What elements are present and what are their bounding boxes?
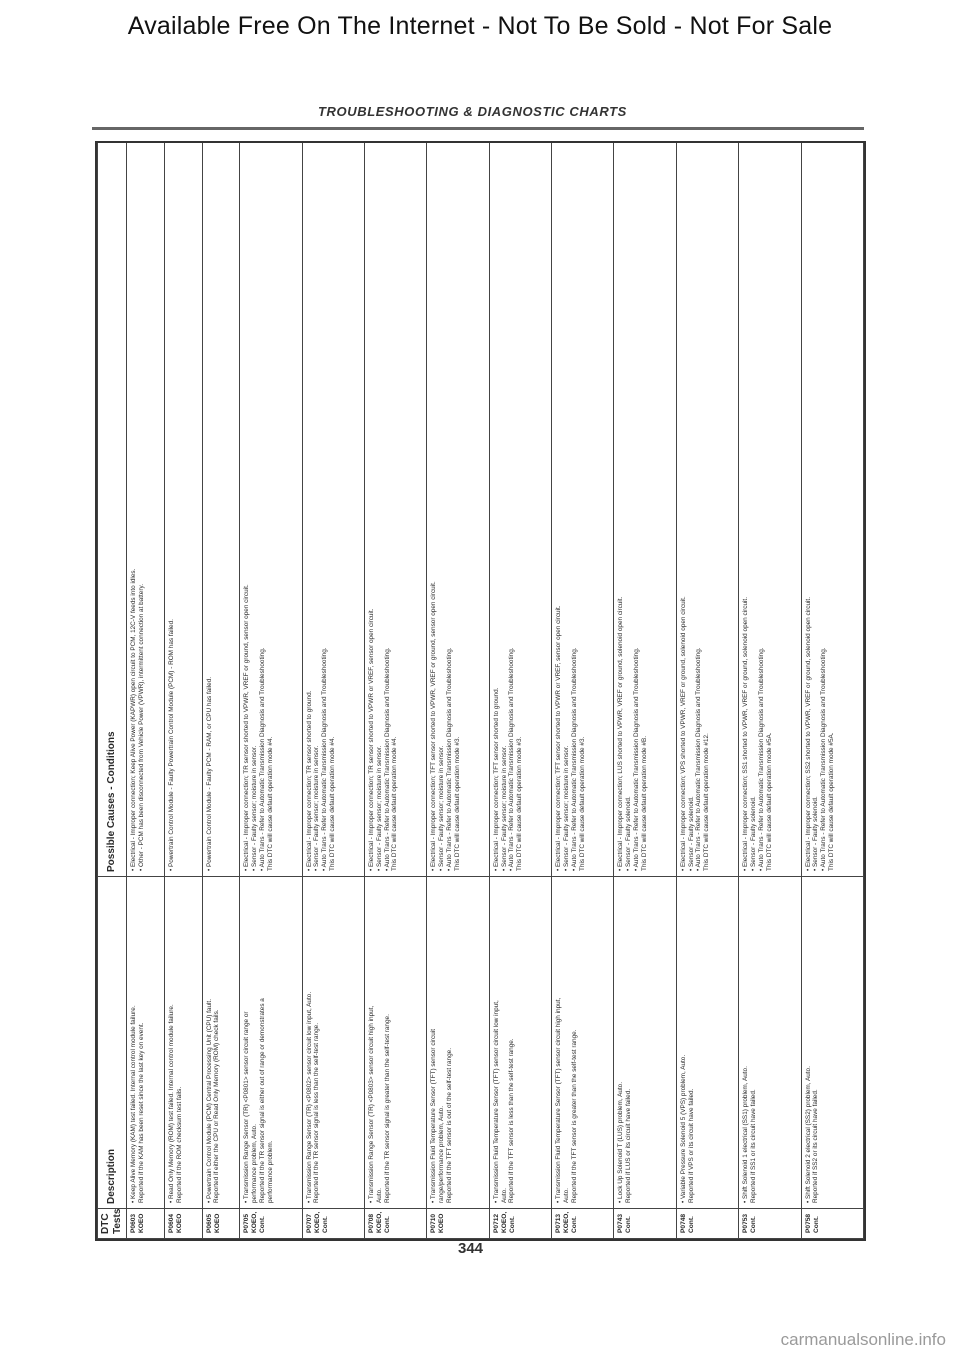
cause-line: This DTC will cause default operation mode #4. <box>391 736 399 871</box>
table-row <box>240 143 302 1239</box>
cause-line: • Electrical - Improper connection; Keep Alive Power (KAPWR) open circuit to PCM, 12C-V feeds into idles. <box>130 568 138 871</box>
description-line: Reported if the TR sensor signal is either out of range or demonstrates a <box>258 998 266 1203</box>
description-line: • Keep Alive Memory (KAM) test failed. Internal control module failure. <box>130 1005 138 1203</box>
description-line: Auto. <box>500 1188 508 1203</box>
cause-line: • Electrical - Improper connection; TFT sensor shorted to VPWR or VREF, sensor open circuit. <box>555 605 563 871</box>
cause-line: • Sensor - Faulty solenoid. <box>812 796 820 871</box>
free-distribution-banner: Available Free On The Internet - Not To Be Sold - Not For Sale <box>127 12 833 40</box>
description-line: Reported if the TR sensor signal is less than the self-test range. <box>313 1023 321 1203</box>
column-header-dtc-tests: DTC Tests <box>98 1209 127 1239</box>
cause-line: • Sensor - Faulty sensor; moisture in sensor. <box>562 745 570 871</box>
dtc-code-cell: P0705 KOEO, Cont. <box>240 1209 302 1239</box>
causes-cell <box>489 143 551 877</box>
rotated-content <box>97 143 864 1239</box>
cause-line: • Auto Trans - Refer to Automatic Transmission Diagnosis and Troubleshooting. <box>321 647 329 871</box>
description-line: performance problem. <box>266 1140 274 1203</box>
cause-line: This DTC will cause default operation mode #4. <box>329 736 337 871</box>
cause-line: • Electrical - Improper connection; TR sensor shorted to VPWR or VREF, sensor open circuit. <box>367 608 375 871</box>
table-row <box>489 143 551 1239</box>
description-line: Reported if VPS or its circuit have failed. <box>687 1088 695 1203</box>
description-line: • Transmission Fluid Temperature Sensor (TFT) sensor circuit high input, <box>555 997 563 1203</box>
description-line: • Transmission Fluid Temperature Sensor (TFT) sensor circuit <box>430 1028 438 1203</box>
dtc-code-cell: P0604 KOEO <box>164 1209 202 1239</box>
description-cell <box>202 877 240 1209</box>
dtc-code-cell: P0748 Cont. <box>676 1209 738 1239</box>
column-header-possible-causes: Possible Causes - Conditions <box>98 143 127 877</box>
page-number: 344 <box>458 1240 484 1257</box>
table-row <box>127 143 165 1239</box>
cause-line: • Sensor - Faulty sensor; moisture in sensor. <box>438 745 446 871</box>
description-line: Reported if the TFT sensor is out of the self-test range. <box>445 1048 453 1203</box>
description-cell <box>364 877 426 1209</box>
table-row <box>364 143 426 1239</box>
table-row <box>801 143 863 1239</box>
cause-line: • Auto Trans - Refer to Automatic Transmission Diagnosis and Troubleshooting. <box>757 647 765 871</box>
dtc-table <box>97 142 864 1239</box>
dtc-code-cell: P0605 KOEO <box>202 1209 240 1239</box>
cause-line: This DTC will cause default operation mode #3. <box>516 736 524 871</box>
cause-line: This DTC will cause default operation mode #4. <box>266 736 274 871</box>
description-cell <box>676 877 738 1209</box>
cause-line: • Auto Trans - Refer to Automatic Transmission Diagnosis and Troubleshooting. <box>820 647 828 871</box>
dtc-code-cell: P0758 Cont. <box>801 1209 863 1239</box>
cause-line: • Sensor - Faulty sensor; moisture in sensor. <box>251 745 259 871</box>
dtc-code-cell: P0713 KOEO, Cont. <box>552 1209 614 1239</box>
description-line: • Transmission Fluid Temperature Sensor (TFT) sensor circuit low input, <box>492 1000 500 1203</box>
causes-cell <box>202 143 240 877</box>
description-cell <box>552 877 614 1209</box>
description-line: Reported if LUS or its circuit have failed. <box>625 1088 633 1203</box>
description-line: Auto. <box>562 1188 570 1203</box>
description-line: performance problem, Auto. <box>251 1124 259 1203</box>
table-row <box>202 143 240 1239</box>
table-row <box>302 143 364 1239</box>
header-rule <box>92 127 864 130</box>
causes-cell <box>164 143 202 877</box>
dtc-code-cell: P0707 KOEO, Cont. <box>302 1209 364 1239</box>
cause-line: • Auto Trans - Refer to Automatic Transmission Diagnosis and Troubleshooting. <box>633 647 641 871</box>
description-line: • Transmission Range Sensor (TR) <P0803> sensor circuit high input, <box>367 1005 375 1203</box>
description-line: Reported if the TR sensor signal is greater than the self-test range. <box>383 1014 391 1203</box>
description-line: range/performance problem, Auto. <box>438 1106 446 1203</box>
causes-cell <box>614 143 676 877</box>
dtc-code-cell: P0603 KOEO <box>127 1209 165 1239</box>
description-cell <box>127 877 165 1209</box>
description-cell <box>489 877 551 1209</box>
cause-line: This DTC will cause default operation mode #5A. <box>828 732 836 871</box>
dtc-code-cell: P0753 Cont. <box>739 1209 801 1239</box>
description-line: Reported if the TFT sensor is greater than the self-test range. <box>570 1029 578 1203</box>
description-cell <box>614 877 676 1209</box>
description-cell <box>240 877 302 1209</box>
cause-line: • Auto Trans - Refer to Automatic Transmission Diagnosis and Troubleshooting. <box>383 647 391 871</box>
description-cell <box>739 877 801 1209</box>
cause-line: • Auto Trans - Refer to Automatic Transmission Diagnosis and Troubleshooting. <box>570 647 578 871</box>
page-header-title: TROUBLESHOOTING & DIAGNOSTIC CHARTS <box>318 104 627 119</box>
cause-line: • Sensor - Faulty sensor; moisture in sensor. <box>375 745 383 871</box>
cause-line: • Auto Trans - Refer to Automatic Transmission Diagnosis and Troubleshooting. <box>445 647 453 871</box>
dtc-code-cell: P0710 KOEO <box>427 1209 489 1239</box>
cause-line: • Sensor - Faulty sensor; moisture in sensor. <box>313 745 321 871</box>
description-line: Reported if either the CPU or Read Only Memory (ROM) check fails. <box>213 1009 221 1203</box>
description-line: • Powertrain Control Module (PCM) Central Processing Unit (CPU) fault. <box>205 999 213 1203</box>
causes-cell <box>302 143 364 877</box>
description-line: Auto. <box>375 1188 383 1203</box>
cause-line: • Auto Trans - Refer to Automatic Transmission Diagnosis and Troubleshooting. <box>695 647 703 871</box>
cause-line: • Powertrain Control Module - Faulty PCM - RAM, or CPU has failed. <box>205 676 213 871</box>
cause-line: • Electrical - Improper connection; VPS shorted to VPWR, VREF or ground, solenoid open circuit. <box>679 596 687 871</box>
cause-line: • Electrical - Improper connection; LUS shorted to VPWR, VREF or ground, solenoid open circuit. <box>617 596 625 871</box>
cause-line: • Powertrain Control Module - Faulty Powertrain Control Module (PCM) - ROM has failed. <box>167 619 175 871</box>
cause-line: • Other - PCM has been disconnected from Vehicle Power (VPWR), intermittent connection at battery. <box>138 584 146 871</box>
description-line: • Read Only Memory (ROM) test failed. Internal control module failure. <box>167 1004 175 1203</box>
cause-line: • Sensor - Faulty solenoid. <box>750 796 758 871</box>
table-header-row <box>98 143 127 1239</box>
description-cell <box>164 877 202 1209</box>
cause-line: • Sensor - Faulty solenoid. <box>625 796 633 871</box>
causes-cell <box>240 143 302 877</box>
cause-line: • Electrical - Improper connection; TR sensor shorted to VPWR, VREF or ground, sensor open circuit. <box>243 584 251 871</box>
table-row <box>552 143 614 1239</box>
causes-cell <box>676 143 738 877</box>
description-line: • Transmission Range Sensor (TR) <P0802> sensor circuit low input, Auto. <box>305 991 313 1203</box>
table-row <box>427 143 489 1239</box>
causes-cell <box>801 143 863 877</box>
description-line: Reported if SS1 or its circuit have failed. <box>750 1089 758 1203</box>
table-row <box>739 143 801 1239</box>
description-line: • Shift Solenoid 1 electrical (SS1) problem, Auto. <box>742 1066 750 1203</box>
table-body <box>127 143 864 1239</box>
cause-line: • Sensor - Faulty sensor; moisture in sensor. <box>500 745 508 871</box>
description-cell <box>427 877 489 1209</box>
cause-line: This DTC will cause default operation mode #12. <box>703 733 711 871</box>
description-line: Reported if the ROM checksum test fails. <box>175 1086 183 1203</box>
cause-line: • Electrical - Improper connection; TR sensor shorted to ground. <box>305 690 313 871</box>
cause-line: • Electrical - Improper connection; TFT sensor shorted to ground. <box>492 687 500 871</box>
table-row <box>676 143 738 1239</box>
cause-line: This DTC will cause default operation mode #5A. <box>765 732 773 871</box>
description-line: Reported if SS2 or its circuit have failed. <box>812 1089 820 1203</box>
description-line: Reported if the KAM has been reset since the last key on event. <box>138 1022 146 1203</box>
table-row <box>614 143 676 1239</box>
dtc-code-cell: P0743 Cont. <box>614 1209 676 1239</box>
site-watermark: carmanualsonline.info <box>780 1330 946 1349</box>
column-header-description: Description <box>98 877 127 1209</box>
description-cell <box>801 877 863 1209</box>
description-line: • Lock Up Solenoid T (LUS) problem, Auto. <box>617 1082 625 1203</box>
description-line: • Shift Solenoid 2 electrical (SS2) problem, Auto. <box>804 1066 812 1203</box>
description-line: Reported if the TFT sensor is less than the self-test range. <box>508 1038 516 1203</box>
description-cell <box>302 877 364 1209</box>
rotated-table-frame <box>95 141 866 1241</box>
dtc-code-cell: P0712 KOEO, Cont. <box>489 1209 551 1239</box>
cause-line: This DTC will cause default operation mode #3. <box>578 736 586 871</box>
causes-cell <box>427 143 489 877</box>
cause-line: • Sensor - Faulty solenoid. <box>687 796 695 871</box>
cause-line: This DTC will cause default operation mode #B. <box>640 736 648 871</box>
dtc-code-cell: P0708 KOEO, Cont. <box>364 1209 426 1239</box>
causes-cell <box>364 143 426 877</box>
cause-line: • Auto Trans - Refer to Automatic Transmission Diagnosis and Troubleshooting. <box>508 647 516 871</box>
cause-line: • Auto Trans - Refer to Automatic Transmission Diagnosis and Troubleshooting. <box>258 647 266 871</box>
table-row <box>164 143 202 1239</box>
cause-line: This DTC will cause default operation mode #3. <box>453 736 461 871</box>
description-line: • Transmission Range Sensor (TR) <P0801> sensor circuit range or <box>243 1011 251 1203</box>
cause-line: • Electrical - Improper connection; SS2 shorted to VPWR, VREF or ground, solenoid open circuit. <box>804 597 812 871</box>
cause-line: • Electrical - Improper connection; TFT sensor shorted to VPWR, VREF or ground, sensor open circuit. <box>430 581 438 871</box>
cause-line: • Electrical - Improper connection; SS1 shorted to VPWR, VREF or ground, solenoid open circuit. <box>742 597 750 871</box>
causes-cell <box>739 143 801 877</box>
causes-cell <box>552 143 614 877</box>
description-line: • Variable Pressure Solenoid 5 (VPS) problem, Auto. <box>679 1054 687 1203</box>
causes-cell <box>127 143 165 877</box>
